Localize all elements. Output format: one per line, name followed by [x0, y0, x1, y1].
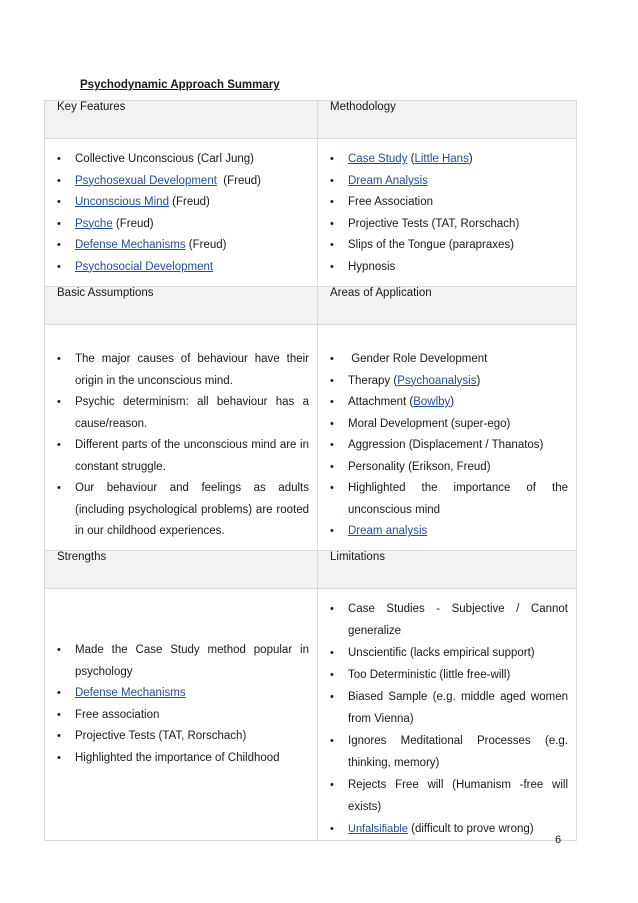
psyche-link[interactable]: Psyche — [75, 217, 113, 230]
case-study-link[interactable]: Case Study — [348, 153, 408, 165]
list-item — [45, 257, 317, 279]
strengths-header: Strengths — [45, 551, 318, 589]
list-item: • Therapy (Psychoanalysis) — [318, 371, 576, 393]
list-item: • The major causes of behaviour have their origin in the unconscious mind. — [45, 349, 317, 392]
psychoanalysis-link[interactable]: Psychoanalysis — [397, 374, 477, 387]
content-row-2 — [45, 325, 577, 551]
list-item: • Personality (Erikson, Freud) — [318, 457, 576, 479]
limitations-cell — [318, 589, 577, 841]
list-item: • Gender Role Development — [318, 349, 576, 371]
list-item: • Different parts of the unconscious mind are in constant struggle. — [45, 435, 317, 478]
unconscious-mind-link[interactable]: Unconscious Mind — [75, 196, 169, 208]
psychosocial-development-link[interactable]: Psychosocial Development — [75, 260, 214, 273]
limitations-header: Limitations — [318, 551, 577, 589]
list-item: • Projective Tests (TAT, Rorschach) — [318, 214, 576, 236]
key-features-list — [45, 139, 317, 278]
list-item: • Aggression (Displacement / Thanatos) — [318, 435, 576, 457]
key-features-cell — [45, 139, 318, 287]
unfalsifiable-link[interactable]: Unfalsifiable — [348, 823, 408, 835]
list-item: • Slips of the Tongue (parapraxes) — [318, 235, 576, 257]
limitations-list — [318, 589, 576, 840]
psychosexual-development-link[interactable]: Psychosexual Development — [75, 174, 217, 187]
basic-assumptions-header: Basic Assumptions — [45, 287, 318, 325]
list-item: • Highlighted the importance of Childhood — [45, 748, 317, 770]
list-item — [45, 683, 317, 705]
list-item: • Defense Mechanisms (Freud) — [45, 235, 317, 257]
list-item: • Psychic determinism: all behaviour has a cause/reason. — [45, 392, 317, 435]
basic-assumptions-cell — [45, 325, 318, 551]
list-item: • Hypnosis — [318, 257, 576, 279]
list-item: • Our behaviour and feelings as adults (including psychological problems) are rooted in our childhood experiences. — [45, 478, 317, 543]
page-number: 6 — [555, 834, 562, 846]
key-features-header: Key Features — [45, 101, 318, 139]
list-item: • Highlighted the importance of the unconscious mind — [318, 478, 576, 521]
content-row-1 — [45, 139, 577, 287]
bowlby-link[interactable]: Bowlby — [413, 396, 451, 408]
header-row-2 — [45, 287, 577, 325]
list-item: • Free Association — [318, 192, 576, 214]
list-item: • Unfalsifiable (difficult to prove wrong) — [318, 818, 576, 840]
list-item: • Collective Unconscious (Carl Jung) — [45, 149, 317, 171]
list-item: • Projective Tests (TAT, Rorschach) — [45, 726, 317, 748]
list-item: • Psyche (Freud) — [45, 214, 317, 236]
list-item: • Rejects Free will (Humanism -free will exists) — [318, 774, 576, 818]
header-row-3 — [45, 551, 577, 589]
list-item: • Too Deterministic (little free-will) — [318, 664, 576, 686]
list-item: • Moral Development (super-ego) — [318, 414, 576, 436]
methodology-list — [318, 139, 576, 278]
list-item: • Free association — [45, 705, 317, 727]
strengths-list — [45, 640, 317, 789]
areas-of-application-list — [318, 325, 576, 543]
summary-table — [44, 100, 577, 841]
list-item: • Ignores Meditational Processes (e.g. thinking, memory) — [318, 730, 576, 774]
defense-mechanisms-link-2[interactable]: Defense Mechanisms — [75, 687, 186, 699]
list-item: • Case Study (Little Hans) — [318, 149, 576, 171]
methodology-header: Methodology — [318, 101, 577, 139]
header-row-1 — [45, 101, 577, 139]
list-item: • Unscientific (lacks empirical support) — [318, 642, 576, 664]
strengths-cell — [45, 589, 318, 841]
dream-analysis-link-2[interactable]: Dream analysis — [348, 525, 428, 537]
list-item: • Psychosexual Development (Freud) — [45, 171, 317, 193]
dream-analysis-link[interactable]: Dream Analysis — [348, 174, 428, 187]
little-hans-link[interactable]: Little Hans — [414, 153, 469, 165]
list-item — [318, 521, 576, 543]
list-item: • Unconscious Mind (Freud) — [45, 192, 317, 214]
defense-mechanisms-link[interactable]: Defense Mechanisms — [75, 239, 186, 251]
areas-of-application-header: Areas of Application — [318, 287, 577, 325]
list-item: • Attachment (Bowlby) — [318, 392, 576, 414]
page-title: Psychodynamic Approach Summary — [80, 79, 280, 91]
list-item — [318, 171, 576, 193]
list-item: • Case Studies - Subjective / Cannot generalize — [318, 598, 576, 642]
list-item: • Made the Case Study method popular in psychology — [45, 640, 317, 683]
basic-assumptions-list — [45, 325, 317, 543]
areas-of-application-cell — [318, 325, 577, 551]
list-item: • Biased Sample (e.g. middle aged women from Vienna) — [318, 686, 576, 730]
content-row-3 — [45, 589, 577, 841]
methodology-cell — [318, 139, 577, 287]
